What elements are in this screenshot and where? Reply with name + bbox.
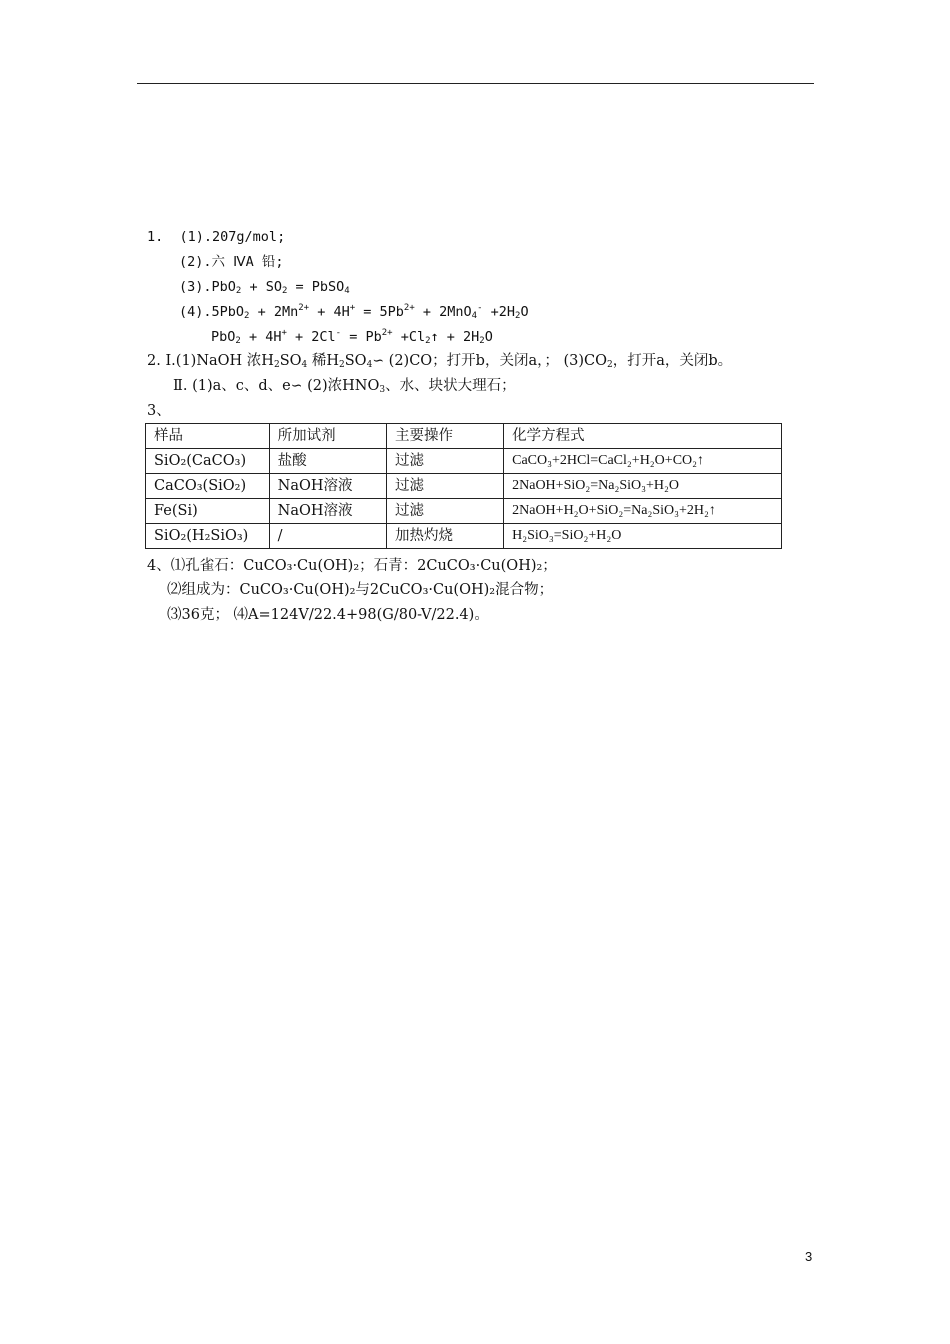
cell-reagent: NaOH溶液 <box>269 474 386 499</box>
page-number: 3 <box>805 1249 813 1264</box>
cell-equation: H₂SiO₃=SiO₂+H₂O <box>504 524 782 549</box>
cell-sample: Fe(Si) <box>146 499 270 524</box>
cell-equation: CaCO₃+2HCl=CaCl₂+H₂O+CO₂↑ <box>504 449 782 474</box>
header-reagent: 所加试剂 <box>269 424 386 449</box>
header-operation: 主要操作 <box>387 424 504 449</box>
table-row <box>146 474 782 499</box>
q4-part1: 4、⑴孔雀石：CuCO₃·Cu(OH)₂；石青：2CuCO₃·Cu(OH)₂； <box>147 558 557 574</box>
q1-part3: $(3).PbO_2 + SO_2$ = PbSO$_4$ <box>179 279 350 296</box>
separation-table <box>145 423 782 549</box>
cell-sample: CaCO₃(SiO₂) <box>146 474 270 499</box>
table-row <box>146 499 782 524</box>
q2-part1: 2. Ⅰ.(1)NaOH 浓$H_2SO_4$ 稀$H_2SO_4∽$ (2)CO；打开b，关闭a，； $(3)CO_2$，打开a，关闭b。 <box>147 353 733 370</box>
cell-reagent: / <box>269 524 386 549</box>
table-row <box>146 524 782 549</box>
cell-reagent: 盐酸 <box>269 449 386 474</box>
cell-operation: 过滤 <box>387 474 504 499</box>
table-row <box>146 449 782 474</box>
table-header-row <box>146 424 782 449</box>
cell-reagent: NaOH溶液 <box>269 499 386 524</box>
header-sample: 样品 <box>146 424 270 449</box>
cell-equation: 2NaOH+SiO₂=Na₂SiO₃+H₂O <box>504 474 782 499</box>
header-equation: 化学方程式 <box>504 424 782 449</box>
header-rule <box>137 83 814 84</box>
cell-equation: 2NaOH+H₂O+SiO₂=Na₂SiO₃+2H₂↑ <box>504 499 782 524</box>
cell-operation: 过滤 <box>387 449 504 474</box>
cell-operation: 加热灼烧 <box>387 524 504 549</box>
q4-part2: ⑵组成为：CuCO₃·Cu(OH)₂与2CuCO₃·Cu(OH)₂混合物； <box>167 582 554 598</box>
squiggle-mark-icon: ∽ <box>372 353 385 369</box>
q1-part4: $(4).5PbO_2 + 2Mn^{2+} + 4H^+ = 5Pb^{2+} + 2MnO_4^- +2H_2O$ <box>179 303 529 321</box>
q1-part4-eq2: $PbO_2 + 4H^+ + 2Cl^- = Pb^{2+}$ $+Cl_2↑ + 2H_2O$ <box>211 328 493 346</box>
cell-sample: SiO₂(H₂SiO₃) <box>146 524 270 549</box>
q1-part1: 1. (1).207g/mol; <box>147 229 286 245</box>
cell-operation: 过滤 <box>387 499 504 524</box>
q2-part2: Ⅱ. (1)a、c、d、e∽ (2)浓$HNO_3$、水、块状大理石； <box>173 378 516 395</box>
squiggle-mark-icon: ∽ <box>290 378 303 394</box>
q4-part3: ⑶36克； ⑷A=124V/22.4+98(G/80-V/22.4)。 <box>167 607 489 623</box>
cell-sample: SiO₂(CaCO₃) <box>146 449 270 474</box>
q1-part2: (2).六 ⅣA 铅; <box>179 254 284 270</box>
q3-label: 3、 <box>147 403 171 419</box>
